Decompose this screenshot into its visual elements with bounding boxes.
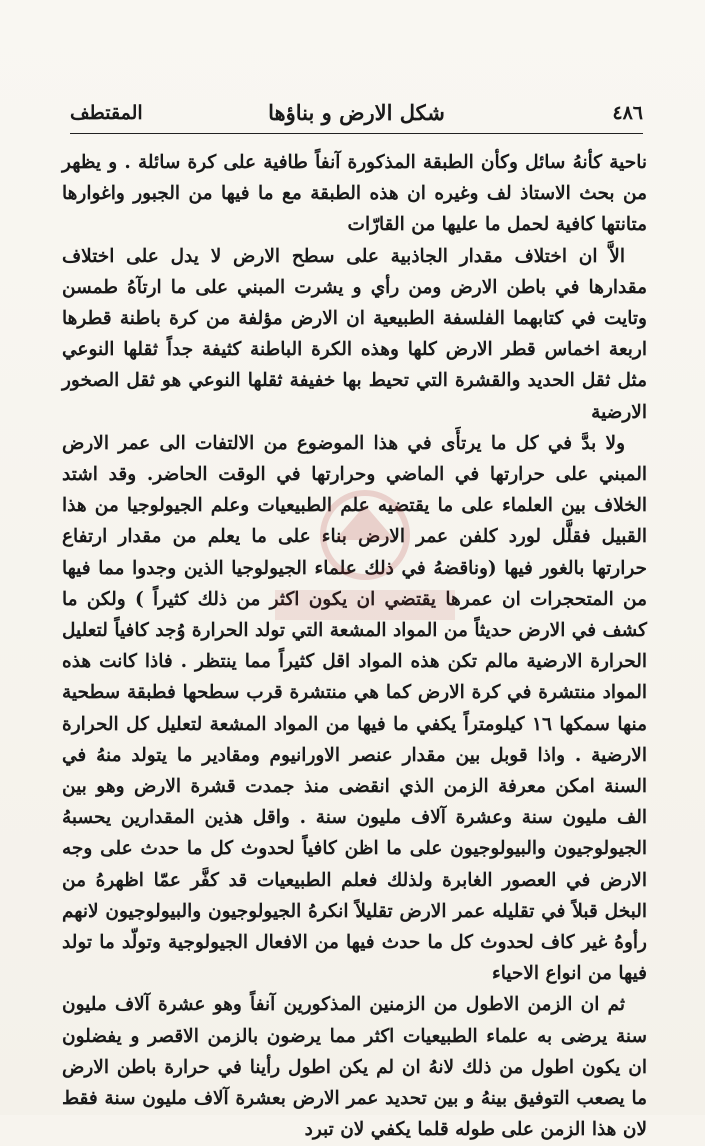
article-title: شكل الارض و بناؤها — [268, 100, 445, 125]
paragraph-2: الاَّ ان اختلاف مقدار الجاذبية على سطح الارض لا يدل على اختلاف مقدارها في باطن الارض ومن رأي و يشرت المبني على ما ارتآهُ طمسن وتايت في كتابهما الفلسفة الطبيعية ان الارض مؤلفة من كرة باطنة قطرها اربعة اخماس قطر الارض كلها وهذه الكرة الباطنة كثيفة جداً ثقلها النوعي مثل ثقل الحديد والقشرة التي تحيط بها خفيفة ثقلها النوعي هو ثقل الصخور الارضية — [62, 245, 647, 423]
header-rule — [70, 133, 643, 134]
page-header — [70, 96, 643, 130]
paragraph-1: ناحية كأنهُ سائل وكأن الطبقة المذكورة آنفاً طافية على كرة سائلة . و يظهر من بحث الاستاذ لف وغيره ان هذه الطبقة مع ما فيها من الجبور واغوارها متانتها كافية لحمل ما عليها من القارّات — [62, 152, 647, 236]
paragraph-3: ولا بدَّ في كل ما يرتأَى في هذا الموضوع من الالتفات الى عمر الارض المبني على حرارتها في الماضي وحرارتها في الوقت الحاضر. وقد اشتد الخلاف بين العلماء على ما يقتضيه علم الطبيعيات وعلم الجيولوجيا من هذا القبيل فقلَّل لورد كلفن عمر الارض بناء على ما يعلم من مقدار ارتفاع حرارتها بالغور فيها (وناقضهُ في ذلك علماء الجيولوجيا الذين وجدوا مما فيها من المتحجرات ان عمرها يقتضي ان يكون اكثر من ذلك كثيراً ) ولكن ما كشف في الارض حديثاً من المواد المشعة التي تولد الحرارة وُجد كافياً لتعليل الحرارة الارضية مالم تكن هذه المواد اقل كثيراً مما ينتظر . فاذا كانت هذه المواد منتشرة في كرة الارض كما هي منتشرة قرب سطحها فطبقة سطحية منها سمكها ١٦ كيلومتراً يكفي ما فيها من المواد المشعة لتعليل كل الحرارة الارضية . واذا قوبل بين مقدار عنصر الاورانيوم ومقادير ما يتولد منهُ في السنة امكن معرفة الزمن الذي انقضى منذ جمدت قشرة الارض وهو بين الف مليون سنة وعشرة آلاف مليون سنة . واقل هذين المقدارين يحسبهُ الجيولوجيون والبيولوجيون على ما اظن كافياً لحدوث كل ما حدث على وجه الارض في العصور الغابرة ولذلك فعلم الطبيعيات قد كفَّر عمّا اظهرهُ من البخل قبلاً في تقليله عمر الارض تقليلاً انكرهُ الجيولوجيون والبيولوجيون لانهم رأوهُ غير كاف لحدوث كل ما حدث فيها من الافعال الجيولوجية وتولّد ما تولد فيها من انواع الاحياء — [62, 432, 647, 985]
magazine-name: المقتطف — [70, 102, 143, 124]
page-number: ٤٨٦ — [612, 102, 643, 124]
article-body — [62, 147, 647, 1146]
paragraph-4: ثم ان الزمن الاطول من الزمنين المذكورين آنفاً وهو عشرة آلاف مليون سنة يرضى به علماء الطبيعيات اكثر مما يرضون بالزمن الاقصر و يفضلون ان يكون اطول من ذلك لانهُ ان لم يكن اطول رأينا في حرارة باطن الارض ما يصعب التوفيق بينهُ و بين تحديد عمر الارض بعشرة آلاف مليون سنة فقط لان هذا الزمن على طوله قلما يكفي لان تبرد — [62, 994, 647, 1141]
